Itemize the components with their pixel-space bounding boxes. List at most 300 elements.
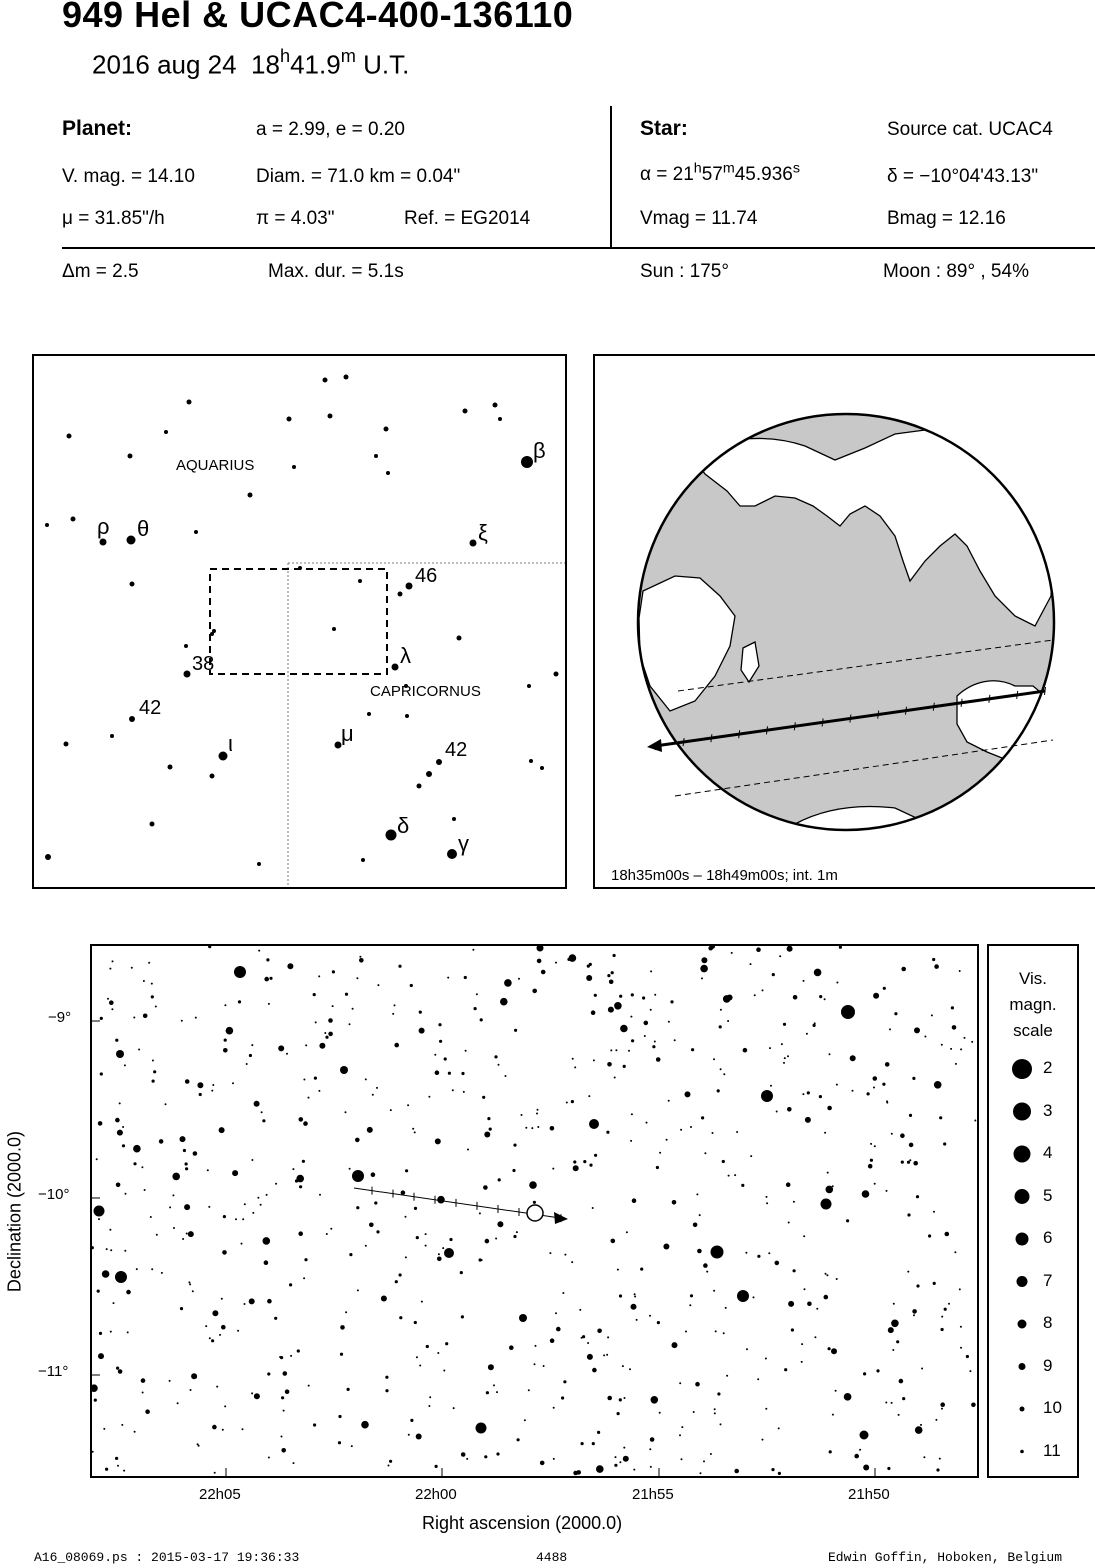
bright-star (860, 1431, 869, 1440)
finder-star (417, 784, 422, 789)
chart-star (102, 1270, 110, 1278)
chart-star (328, 1032, 333, 1037)
chart-star (920, 1424, 922, 1426)
chart-star (426, 1345, 429, 1348)
chart-star (663, 1244, 669, 1250)
chart-star (591, 1010, 596, 1015)
chart-star (912, 1077, 915, 1080)
chart-star (592, 1442, 595, 1445)
chart-star (623, 1456, 629, 1462)
star-source-catalog: Source cat. UCAC4 (887, 119, 1053, 140)
scale-dot-mag-4 (1014, 1146, 1031, 1163)
chart-star (766, 1196, 768, 1198)
chart-star (376, 1230, 379, 1233)
chart-star (734, 1174, 736, 1176)
chart-star (223, 1048, 228, 1053)
chart-star (607, 1062, 612, 1067)
chart-star (921, 1368, 923, 1370)
chart-star (634, 1293, 636, 1295)
chart-star (619, 1398, 622, 1401)
chart-star (932, 958, 935, 961)
chart-star (260, 1204, 262, 1206)
chart-star (428, 1096, 430, 1098)
chart-star (914, 1027, 920, 1033)
chart-star (762, 989, 764, 991)
chart-star (169, 1380, 171, 1382)
chart-star (814, 1022, 816, 1024)
x-tick-label-3: 21h55 (632, 1486, 674, 1503)
chart-star (113, 1302, 115, 1304)
chart-star (324, 1032, 326, 1034)
finder-star (436, 759, 442, 765)
finder-star (358, 579, 362, 583)
scale-dot-mag-10 (1020, 1407, 1025, 1412)
chart-star (330, 1228, 332, 1230)
chart-star (555, 962, 557, 964)
chart-star (651, 1396, 659, 1404)
chart-star (374, 1201, 377, 1204)
chart-star (98, 1353, 104, 1359)
star-label-38: 38 (192, 653, 215, 675)
chart-star (347, 1388, 350, 1391)
chart-star (133, 1145, 141, 1153)
chart-star (670, 1000, 673, 1003)
chart-star (898, 1414, 900, 1416)
chart-star (98, 1218, 100, 1220)
chart-star (103, 1428, 105, 1430)
chart-star (444, 1057, 447, 1060)
finder-star (398, 592, 403, 597)
chart-star (717, 1392, 720, 1395)
chart-star (481, 1259, 483, 1261)
chart-star (115, 1118, 120, 1123)
chart-star (819, 995, 822, 998)
chart-star (172, 1194, 174, 1196)
chart-star (924, 1036, 926, 1038)
chart-star (802, 1093, 804, 1095)
chart-star (143, 980, 145, 982)
chart-star (513, 1144, 516, 1147)
chart-star (184, 1204, 190, 1210)
chart-star (615, 1049, 617, 1051)
chart-star (710, 1453, 712, 1455)
chart-star (193, 1151, 198, 1156)
finder-star (194, 530, 198, 534)
chart-star (349, 1168, 351, 1170)
chart-star (264, 1260, 269, 1265)
chart-star (219, 1334, 221, 1336)
chart-star (377, 984, 379, 986)
chart-star (713, 1290, 715, 1292)
chart-star (933, 1282, 936, 1285)
chart-star (954, 1251, 956, 1253)
chart-star (623, 1447, 625, 1449)
chart-star (835, 1390, 837, 1392)
planet-heading: Planet: (62, 117, 133, 140)
chart-star (405, 1216, 407, 1218)
chart-star (562, 1292, 564, 1294)
chart-star (151, 983, 153, 985)
chart-star (540, 1461, 545, 1466)
chart-star (487, 1117, 490, 1120)
chart-star (238, 1000, 241, 1003)
chart-star (356, 1206, 359, 1209)
chart-star (232, 1082, 234, 1084)
chart-star (304, 1258, 307, 1261)
chart-star (356, 977, 358, 979)
chart-star (303, 1277, 305, 1279)
chart-star (863, 1465, 869, 1471)
chart-star (485, 1239, 490, 1244)
chart-star (940, 1402, 945, 1407)
chart-star (804, 1288, 806, 1290)
chart-star (496, 1452, 499, 1455)
chart-star (100, 1072, 103, 1075)
chart-star (249, 1298, 255, 1304)
chart-star (685, 1331, 687, 1333)
chart-star (449, 1238, 452, 1241)
chart-star (159, 1139, 164, 1144)
chart-star (318, 975, 320, 977)
chart-star (836, 982, 838, 984)
chart-star (779, 955, 781, 957)
x-axis-label: Right ascension (2000.0) (422, 1513, 623, 1533)
chart-star (535, 1345, 537, 1347)
chart-star (778, 1472, 781, 1475)
chart-star (281, 1436, 283, 1438)
chart-star (208, 1206, 210, 1208)
chart-star (251, 1392, 253, 1394)
chart-star (960, 1347, 962, 1349)
chart-star (109, 1229, 111, 1231)
chart-star (385, 1389, 388, 1392)
scale-label-mag-6: 6 (1043, 1228, 1053, 1247)
globe-caption: 18h35m00s – 18h49m00s; int. 1m (611, 867, 838, 884)
chart-star (212, 1310, 218, 1316)
chart-star (814, 969, 822, 977)
chart-star (783, 1062, 785, 1064)
chart-star (302, 1160, 305, 1163)
scale-label-mag-7: 7 (1043, 1270, 1053, 1290)
chart-star (708, 946, 713, 951)
chart-star (654, 994, 656, 996)
chart-star (571, 1261, 573, 1263)
chart-star (576, 1470, 581, 1475)
chart-star (803, 980, 805, 982)
chart-star (251, 1044, 253, 1046)
finder-star (470, 540, 477, 547)
chart-star (642, 996, 645, 999)
chart-star (572, 1058, 574, 1060)
chart-star (934, 964, 939, 969)
chart-star (525, 1127, 527, 1129)
chart-star (371, 1172, 376, 1177)
chart-star (425, 1245, 427, 1247)
chart-star (484, 1455, 487, 1458)
chart-star (816, 1308, 818, 1310)
chart-star (357, 1289, 359, 1291)
chart-star (885, 1402, 887, 1404)
chart-star (111, 1008, 113, 1010)
chart-star (819, 1095, 822, 1098)
chart-star (824, 1132, 826, 1134)
chart-star (587, 1342, 589, 1344)
chart-star (552, 1168, 554, 1170)
chart-star (242, 1428, 244, 1430)
finder-star (426, 771, 432, 777)
chart-star (827, 1106, 832, 1111)
chart-star (325, 1036, 328, 1039)
finder-star (45, 854, 51, 860)
chart-star (617, 1412, 620, 1415)
chart-star (98, 1121, 103, 1126)
chart-star (345, 1311, 347, 1313)
chart-star (266, 958, 269, 961)
chart-star (886, 1190, 888, 1192)
chart-star (313, 993, 316, 996)
chart-star (328, 1018, 333, 1023)
chart-star (195, 1017, 197, 1019)
chart-star (634, 1296, 636, 1298)
chart-star (649, 1448, 651, 1450)
chart-star (496, 1391, 498, 1393)
chart-star (945, 1232, 950, 1237)
chart-star (292, 1168, 294, 1170)
chart-star (613, 954, 616, 957)
finder-star (110, 734, 114, 738)
chart-star (136, 1268, 138, 1270)
chart-star (824, 1295, 829, 1300)
finder-star (386, 830, 397, 841)
chart-star (208, 946, 211, 948)
chart-star (959, 970, 961, 972)
chart-star (966, 1355, 969, 1358)
chart-star (622, 1365, 624, 1367)
footer-author: Edwin Goffin, Hoboken, Belgium (828, 1550, 1063, 1565)
chart-star (207, 1169, 209, 1171)
finder-star (164, 430, 168, 434)
chart-star (428, 1405, 430, 1407)
chart-star (421, 1301, 423, 1303)
chart-star (592, 1207, 594, 1209)
chart-star (936, 1468, 939, 1471)
chart-star (714, 1412, 716, 1414)
scale-dot-mag-2 (1012, 1059, 1032, 1079)
chart-star (148, 962, 150, 964)
chart-star (672, 1200, 677, 1205)
chart-star (461, 1452, 466, 1457)
axis-ticks (92, 1021, 875, 1476)
chart-star (863, 1372, 866, 1375)
chart-star (807, 1302, 812, 1307)
chart-star (267, 1299, 272, 1304)
finder-chart-svg (34, 356, 565, 887)
chart-star (116, 1183, 121, 1188)
chart-star (614, 1077, 616, 1079)
chart-star (340, 1325, 345, 1330)
chart-star (933, 1211, 935, 1213)
chart-star (518, 978, 520, 980)
chart-star (876, 1369, 879, 1372)
chart-star (412, 1128, 414, 1130)
chart-star (442, 1247, 444, 1249)
chart-star (528, 1389, 530, 1391)
chart-star (319, 1194, 321, 1196)
chart-star (189, 1283, 191, 1285)
star-heading: Star: (640, 117, 688, 140)
chart-star (498, 1064, 500, 1066)
chart-star (757, 1255, 760, 1258)
chart-star (609, 980, 614, 985)
chart-star (610, 1049, 612, 1051)
chart-star (907, 1271, 909, 1273)
chart-star (581, 1442, 584, 1445)
scale-dot-mag-11 (1020, 1450, 1024, 1454)
chart-star (198, 1445, 200, 1447)
chart-star (495, 1238, 497, 1240)
chart-star (607, 974, 610, 977)
chart-star (345, 993, 348, 996)
star-bmag: Bmag = 12.16 (887, 208, 1006, 229)
chart-star (410, 1419, 413, 1422)
chart-star (308, 1385, 310, 1387)
chart-star (955, 1063, 957, 1065)
chart-star (750, 963, 752, 965)
finder-star (150, 822, 155, 827)
finder-star (406, 583, 413, 590)
chart-star (112, 960, 114, 962)
chart-star (107, 998, 109, 1000)
chart-star (257, 1197, 259, 1199)
scale-dot-mag-9 (1019, 1363, 1026, 1370)
chart-star (964, 1037, 966, 1039)
chart-star (726, 1375, 728, 1377)
chart-star (124, 1250, 126, 1252)
chart-star (680, 1129, 682, 1131)
chart-star (631, 993, 634, 996)
finder-star (529, 759, 533, 763)
chart-star (142, 1392, 144, 1394)
constellation-label-capricornus: CAPRICORNUS (370, 683, 481, 700)
chart-star (734, 1469, 739, 1474)
planet-motion: μ = 31.85"/h (62, 208, 165, 229)
event-hour: 18 (251, 49, 280, 80)
chart-star (874, 1183, 876, 1185)
finder-star (452, 817, 456, 821)
bright-star (589, 1119, 599, 1129)
chart-star (873, 1087, 875, 1089)
chart-star (607, 1396, 612, 1401)
chart-star (376, 1087, 378, 1089)
chart-star (832, 1414, 834, 1416)
chart-star (892, 1349, 894, 1351)
globe-svg (595, 356, 1095, 887)
chart-star (437, 1257, 442, 1262)
chart-star (644, 1021, 649, 1026)
star-label-gamma: γ (458, 831, 469, 856)
chart-star (793, 1201, 795, 1203)
chart-star (126, 1290, 131, 1295)
chart-star (589, 963, 592, 966)
chart-star (699, 1214, 701, 1216)
scale-label-mag-4: 4 (1043, 1143, 1053, 1162)
bright-star (841, 1005, 855, 1019)
chart-star (263, 1237, 271, 1245)
chart-star (537, 1109, 539, 1111)
chart-star (769, 1047, 771, 1049)
chart-star (216, 1386, 218, 1388)
finder-star (130, 582, 135, 587)
chart-star (727, 995, 733, 1001)
chart-star (776, 1111, 778, 1113)
chart-star (472, 949, 474, 951)
event-date: 2016 aug 24 (92, 49, 237, 80)
chart-star (939, 1458, 941, 1460)
chart-star (192, 1290, 194, 1292)
chart-star (611, 1239, 616, 1244)
chart-star (844, 1393, 852, 1401)
chart-star (224, 1405, 226, 1407)
chart-star (974, 1120, 976, 1122)
chart-star (564, 1254, 566, 1256)
chart-star (626, 1231, 628, 1233)
chart-star (870, 1159, 873, 1162)
chart-star (181, 1020, 183, 1022)
chart-star (827, 1172, 829, 1174)
chart-star (873, 993, 879, 999)
scale-title: Vis. magn. scale (1009, 969, 1057, 1040)
chart-star (836, 1084, 838, 1086)
chart-star (141, 1166, 143, 1168)
chart-star (745, 1252, 747, 1254)
star-vmag: Vmag = 11.74 (640, 208, 758, 229)
chart-star (899, 1379, 904, 1384)
chart-star (646, 1122, 648, 1124)
chart-star (395, 1280, 398, 1283)
event-datetime: 2016 aug 24 18$^h$41.9$^m$ U.T. (92, 46, 410, 80)
chart-star (313, 1423, 316, 1426)
chart-star (793, 995, 798, 1000)
finder-star (540, 766, 544, 770)
chart-star (569, 954, 577, 962)
chart-star (452, 1089, 454, 1091)
chart-star (482, 1096, 485, 1099)
scale-dot-mag-3 (1013, 1103, 1031, 1121)
chart-star (813, 1024, 816, 1027)
chart-star (92, 1246, 94, 1249)
chart-star (332, 970, 335, 973)
finder-star (184, 671, 191, 678)
chart-star (447, 977, 449, 979)
chart-star (912, 1309, 917, 1314)
chart-star (685, 1091, 691, 1097)
chart-star (801, 1361, 803, 1363)
chart-star (793, 1269, 796, 1272)
chart-star (589, 1164, 592, 1167)
chart-star (435, 1465, 438, 1468)
chart-star (488, 1364, 494, 1370)
chart-star (693, 1411, 695, 1413)
chart-star (461, 1315, 464, 1318)
chart-star (549, 1252, 551, 1254)
chart-star (144, 1189, 146, 1191)
chart-star (659, 1152, 661, 1154)
star-label-46: 46 (415, 565, 438, 587)
bright-star (711, 1246, 724, 1259)
chart-star (666, 1139, 668, 1141)
chart-star (706, 1271, 708, 1273)
finder-star (67, 434, 72, 439)
